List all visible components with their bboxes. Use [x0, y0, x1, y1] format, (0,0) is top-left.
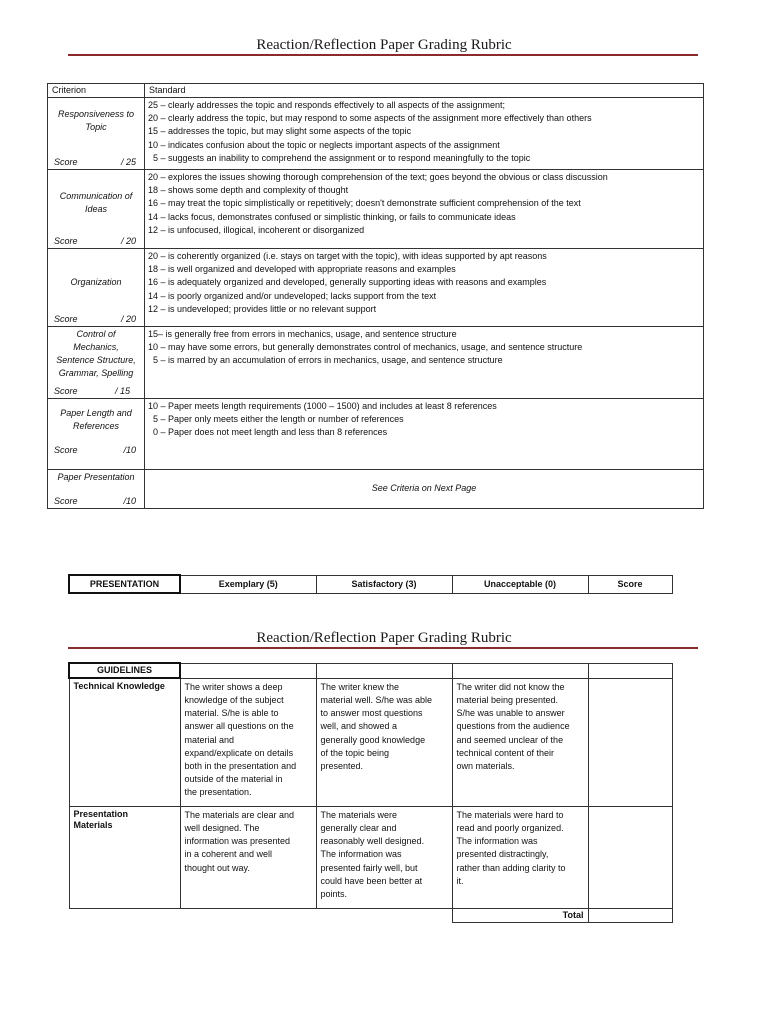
standard-line: 12 – is unfocused, illogical, incoherent or disorganized	[148, 224, 365, 235]
criterion-name: Paper Length and	[60, 408, 132, 418]
score-cell[interactable]	[588, 806, 672, 908]
standard-line: 20 – is coherently organized (i.e. stays on target with the topic), with ideas supported by apt reasons	[148, 251, 547, 261]
standard-line: 5 – suggests an inability to comprehend the assignment or to respond meaningfully to the topic	[153, 152, 531, 163]
exemplary-cell: The materials are clear and well designed. The information was presented in a coherent and well thought out way.	[180, 806, 316, 908]
criterion-row-communication	[48, 170, 704, 249]
standard-line: 15 – addresses the topic, but may slight some aspects of the topic	[148, 126, 412, 137]
score-field[interactable]: Score /10	[54, 496, 136, 506]
standard-line: 16 – may treat the topic simplistically or repetitively; doesn't demonstrate sufficient comprehension of the text	[148, 198, 581, 209]
standard-line: 14 – lacks focus, demonstrates confused or simplistic thinking, or fails to communicate ideas	[148, 211, 516, 222]
criterion-cell	[48, 470, 145, 509]
criterion-name: Responsiveness to	[57, 109, 135, 119]
criterion-name: Mechanics,	[73, 342, 119, 352]
standard-cell	[145, 98, 704, 170]
standard-line: 5 – is marred by an accumulation of errors in mechanics, usage, and sentence structure	[153, 355, 503, 366]
standard-cell	[145, 399, 704, 470]
presentation-header: PRESENTATION	[69, 575, 180, 593]
standard-line: 10 – indicates confusion about the topic or neglects important aspects of the assignment	[148, 139, 500, 150]
score-field[interactable]: Score / 20	[54, 236, 136, 246]
satisfactory-header: Satisfactory (3)	[316, 575, 452, 593]
standard-line: 10 – Paper meets length requirements (1000 – 1500) and includes at least 8 references	[148, 401, 497, 411]
criterion-name: Communication of	[59, 191, 133, 201]
score-header: Score	[588, 575, 672, 593]
rubric-header-row	[48, 84, 704, 98]
rubric-title-2: Reaction/Reflection Paper Grading Rubric	[256, 630, 512, 646]
criterion-name: References	[72, 421, 120, 431]
criterion-row-mechanics	[48, 327, 704, 399]
score-field[interactable]: Score / 20	[54, 314, 136, 324]
criterion-name: Paper Presentation	[57, 472, 135, 482]
standard-line: 15– is generally free from errors in mechanics, usage, and sentence structure	[148, 329, 457, 339]
criterion-cell	[48, 98, 145, 170]
score-field[interactable]: Score / 15	[54, 386, 130, 396]
standard-cell	[145, 170, 704, 249]
exemplary-header: Exemplary (5)	[180, 575, 316, 593]
criterion-cell	[48, 399, 145, 470]
guidelines-label: GUIDELINES	[69, 663, 180, 678]
criterion-name: Organization	[70, 277, 122, 287]
criterion-cell	[48, 170, 145, 249]
technical-knowledge-row	[69, 678, 672, 806]
criterion-name: Grammar, Spelling	[58, 368, 134, 378]
exemplary-cell: The writer shows a deep knowledge of the subject material. S/he is able to answer all questions on the material and expand/explicate on details both in the presentation and outside of the material in the presentation.	[180, 678, 316, 806]
standard-cell	[145, 470, 704, 509]
criterion-row-responsiveness	[48, 98, 704, 170]
standard-line: 16 – is adequately organized and developed, generally supporting ideas with reasons and examples	[148, 277, 547, 288]
row-label: Presentation Materials	[69, 806, 180, 908]
guidelines-table	[68, 662, 673, 923]
criterion-name: Topic	[85, 122, 107, 132]
rubric-title: Reaction/Reflection Paper Grading Rubric	[256, 37, 512, 53]
title-rule-2	[68, 647, 698, 649]
criterion-header: Criterion	[48, 84, 145, 98]
criterion-cell	[48, 249, 145, 327]
standard-line: 20 – clearly address the topic, but may respond to some aspects of the assignment more effectively than others	[148, 113, 592, 124]
criterion-name: Sentence Structure,	[56, 355, 136, 365]
criterion-cell	[48, 327, 145, 399]
satisfactory-cell: The materials were generally clear and reasonably well designed. The information was presented fairly well, but could have been better at points.	[316, 806, 452, 908]
title-rule	[68, 54, 698, 56]
satisfactory-cell: The writer knew the material well. S/he was able to answer most questions well, and showed a generally good knowledge of the topic being presented.	[316, 678, 452, 806]
standard-line: 20 – explores the issues showing thorough comprehension of the text; goes beyond the obvious or class discussion	[148, 172, 608, 182]
unacceptable-header: Unacceptable (0)	[452, 575, 588, 593]
standard-line: 18 – shows some depth and complexity of thought	[148, 185, 349, 196]
score-field[interactable]: Score /10	[54, 445, 136, 455]
total-label: Total	[452, 908, 588, 922]
total-row	[69, 908, 672, 922]
score-field[interactable]: Score / 25	[54, 157, 136, 167]
standard-line: 14 – is poorly organized and/or undeveloped; lacks support from the text	[148, 290, 437, 301]
criterion-name: Control of	[76, 329, 116, 339]
rubric-table	[47, 83, 704, 509]
standard-line: 18 – is well organized and developed with appropriate reasons and examples	[148, 264, 456, 275]
score-cell[interactable]	[588, 678, 672, 806]
standard-line: 25 – clearly addresses the topic and responds effectively to all aspects of the assignment;	[148, 100, 506, 110]
standard-line: 10 – may have some errors, but generally demonstrates control of mechanics, usage, and sentence structure	[148, 342, 583, 353]
unacceptable-cell: The materials were hard to read and poorly organized. The information was presented distractingly, rather than adding clarity to it.	[452, 806, 588, 908]
standard-cell	[145, 249, 704, 327]
criterion-row-organization	[48, 249, 704, 327]
row-label: Technical Knowledge	[69, 678, 180, 806]
unacceptable-cell: The writer did not know the material being presented. S/he was unable to answer questions from the audience and seemed unclear of the technical content of their own materials.	[452, 678, 588, 806]
standard-cell	[145, 327, 704, 399]
presentation-materials-row	[69, 806, 672, 908]
criterion-name: Ideas	[84, 204, 108, 214]
standard-line: 5 – Paper only meets either the length or number of references	[153, 414, 404, 425]
presentation-table	[68, 574, 673, 594]
guidelines-header-row	[69, 663, 672, 678]
total-score-cell[interactable]	[588, 908, 672, 922]
standard-line: 0 – Paper does not meet length and less than 8 references	[153, 427, 388, 438]
see-criteria-note: See Criteria on Next Page	[371, 483, 477, 494]
standard-header: Standard	[145, 84, 704, 98]
standard-line: 12 – is undeveloped; provides little or no relevant support	[148, 303, 377, 314]
criterion-row-length	[48, 399, 704, 470]
criterion-row-presentation	[48, 470, 704, 509]
presentation-header-row	[69, 575, 672, 593]
